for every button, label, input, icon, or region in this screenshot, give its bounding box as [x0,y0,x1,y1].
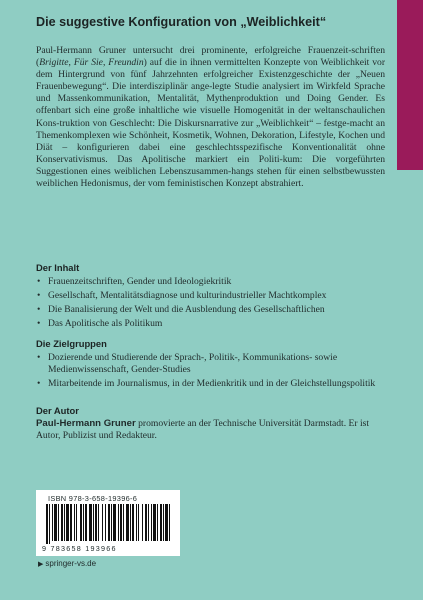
list-item-text: Frauenzeitschriften, Gender und Ideologiekritik [48,276,232,287]
barcode-bar [70,504,72,541]
list-item-text: Gesellschaft, Mentalitätsdiagnose und kulturindustrieller Machtkomplex [48,290,327,302]
barcode-bar [46,504,48,544]
bullet-icon: • [37,318,41,330]
barcode-bar [136,504,137,541]
barcode-bar [148,504,149,541]
barcode-bar [153,504,156,541]
barcode [36,490,180,556]
barcode-bar [123,504,124,541]
list-item [36,276,386,288]
barcode-bar [58,504,59,541]
barcode-bar [108,504,110,541]
barcode-digits: 9 783658 193966 [42,544,117,553]
author-bio [36,418,386,442]
list-item-text: Die Banalisierung der Welt und die Ausblendung des Gesellschaftlichen [48,304,325,316]
barcode-bar [61,504,63,541]
barcode-bar [138,504,139,541]
zielgruppen-list [36,352,386,392]
barcode-bar [98,504,99,541]
page-title: Die suggestive Konfiguration von „Weiblichkeit“ [36,15,327,29]
author-name: Paul-Hermann Gruner [36,418,136,429]
bullet-icon: • [37,352,41,363]
barcode-bar [130,504,131,541]
section-title-inhalt: Der Inhalt [36,262,80,273]
arrow-right-icon: ▶ [38,561,44,568]
intro-paragraph [36,45,385,190]
barcode-bar [165,504,168,541]
separator: , [68,57,74,69]
barcode-bar [113,504,116,541]
barcode-bar [163,504,164,541]
list-item [36,290,386,302]
inhalt-list [36,276,386,332]
barcode-bar [83,504,84,541]
list-item-text: Dozierende und Studierende der Sprach-, Politik-, Kommunikations- sowie Medienwissenschaft, Gender-Studies [48,352,338,376]
magazine-name: Freundin [108,57,144,69]
barcode-bar [85,504,87,541]
barcode-bar [76,504,77,541]
barcode-bar [151,504,152,541]
barcode-bar [118,504,119,541]
barcode-bar [132,504,134,541]
barcode-bar [80,504,82,541]
separator: , [102,57,109,69]
barcode-bar [54,504,57,541]
barcode-bar [49,504,50,544]
list-item-text: Das Apolitische als Politikum [48,318,163,330]
barcode-bar [89,504,92,541]
intro-text: Paul-Hermann Gruner untersucht drei prominente, erfolgreiche Frauenzeit-schriften ( [36,45,385,69]
barcode-bar [93,504,94,541]
barcode-bar [120,504,122,541]
barcode-bar [169,504,170,541]
list-item [36,378,386,390]
section-title-zielgruppen: Die Zielgruppen [36,338,107,349]
barcode-bar [105,504,106,541]
section-title-autor: Der Autor [36,405,79,416]
author-text: promovierte an der Technische Universität Darmstadt. Er ist Autor, Publizist und Redakteur. [36,418,370,442]
bullet-icon: • [37,290,41,302]
intro-text: ) auf die in ihnen vermittelten Konzepte von Weiblichkeit vor dem Hintergrund von fünf Jahrzehnten erfolgreicher Existenzgeschichte der „Neuen Frauenbewegung“. Die interdisziplinär ange-legte Studie analysiert im Wirkfeld Sprache und Massenkommunikation, Mentalität, Mythenproduktion und Doing Gender. Es offenbart sich eine große inhaltliche wie visuelle Homogenität in der weltanschaulichen Kons-truktion von Geschlecht: Die Diskursnarrative zur „Weiblichkeit“ – festge-macht an Themenkomplexen wie Schönheit, Kosmetik, Wohnen, Dekoration, Lifestyle, Kochen und Diät – konfigurieren dabei eine geschlechtsspezifische Konventionalität ohne Konservativismus. Das Apolitische markiert ein Politi-kum: Die vorgeführten Suggestionen eines weiblichen Lebenszusammen-hangs stehen für einen selbstbewussten weiblichen Hedonismus, der vom feministischen Konzept abstrahiert. [36,57,386,190]
barcode-bar [52,504,53,541]
website-url: springer-vs.de [45,559,97,568]
magazine-name: Für Sie [73,57,103,69]
barcode-bar [126,504,129,541]
barcode-bars [46,504,170,544]
barcode-bar [64,504,65,541]
barcode-bar [102,504,103,541]
list-item [36,352,386,376]
bullet-icon: • [37,276,41,287]
list-item [36,304,386,316]
list-item [36,318,386,330]
accent-bar [397,0,423,170]
barcode-bar [145,504,147,541]
publisher-website[interactable] [38,559,96,568]
barcode-bar [74,504,75,541]
list-item-text: Mitarbeitende im Journalismus, in der Medienkritik und in der Gleichstellungspolitik [48,378,376,390]
barcode-bar [160,504,162,541]
barcode-bar [142,504,143,541]
bullet-icon: • [37,304,41,316]
barcode-bar [157,504,158,541]
bullet-icon: • [37,378,41,390]
barcode-bar [95,504,97,541]
magazine-name: Brigitte [39,57,69,69]
isbn-label: ISBN 978-3-658-19396-6 [48,494,138,503]
barcode-bar [111,504,112,541]
barcode-bar [66,504,69,541]
